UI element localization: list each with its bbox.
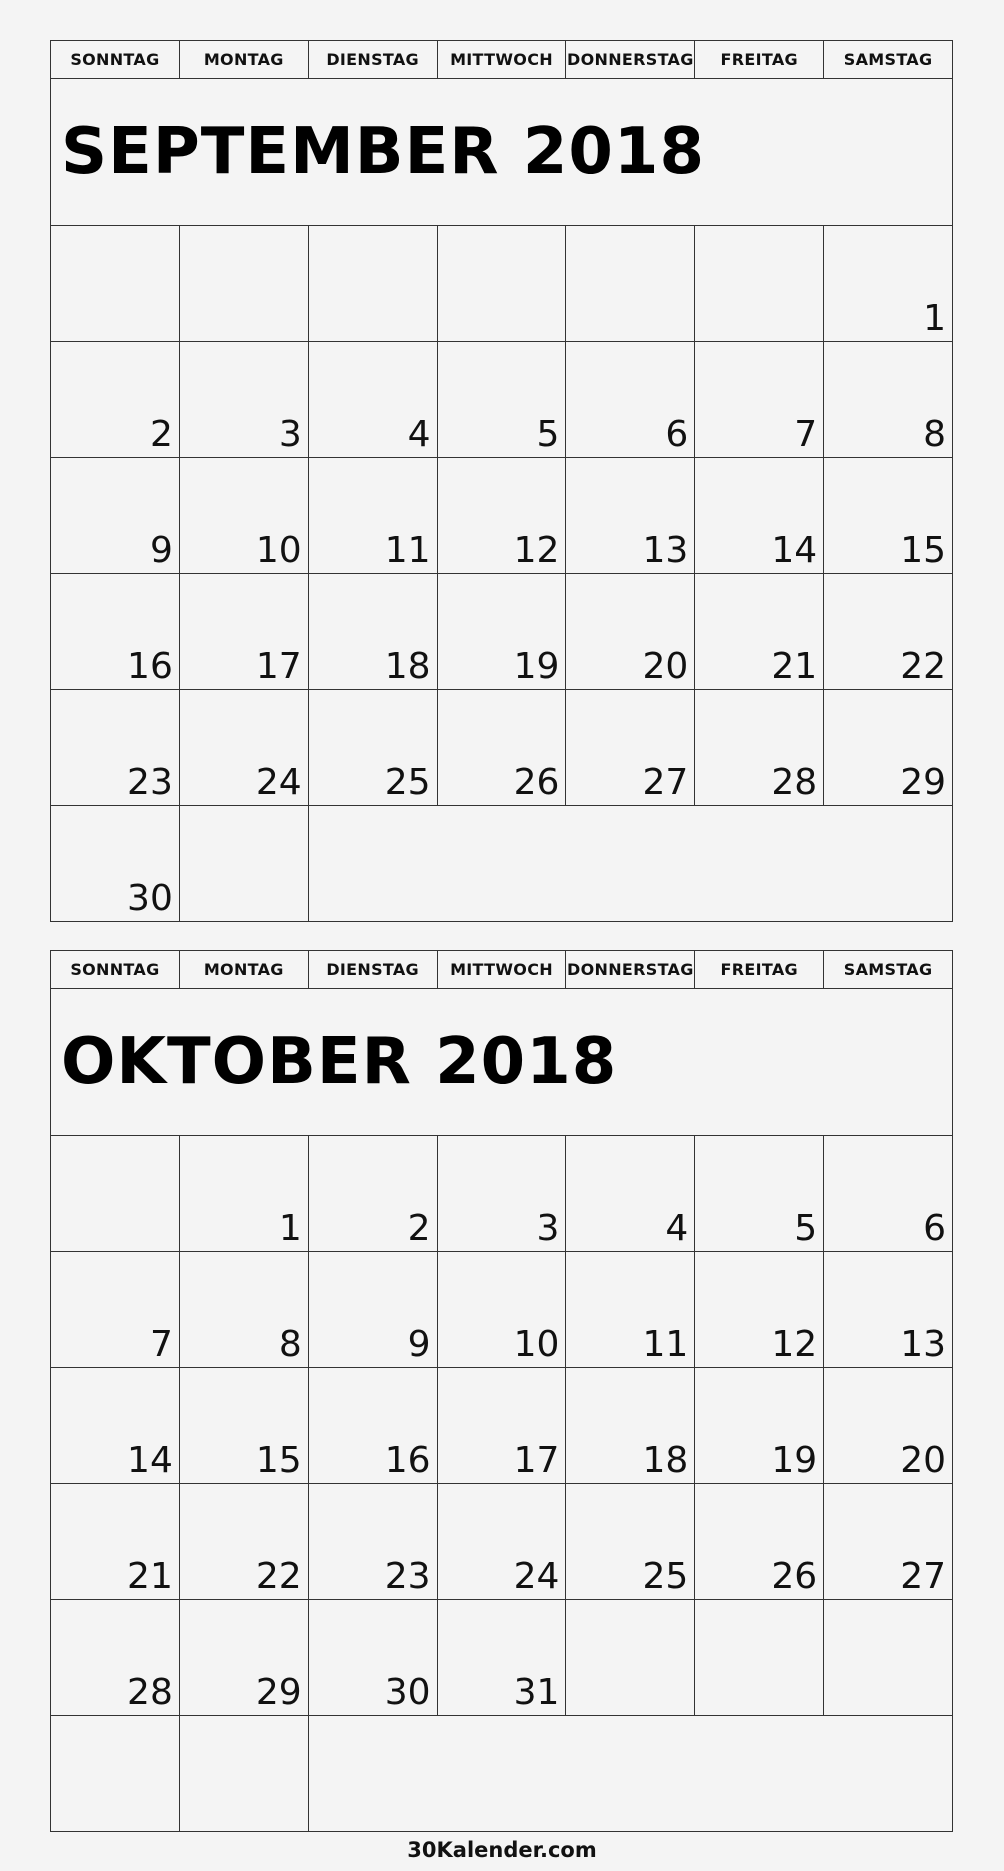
day-cell <box>180 690 309 806</box>
week-row <box>51 226 953 342</box>
day-cell <box>438 574 567 690</box>
week-row <box>51 806 953 922</box>
day-cell <box>51 458 180 574</box>
day-cell <box>438 226 567 342</box>
day-number: 6 <box>923 1208 947 1249</box>
notes-cell <box>309 806 953 922</box>
day-cell <box>438 342 567 458</box>
day-number: 19 <box>513 646 560 687</box>
day-cell <box>824 1368 953 1484</box>
day-number: 2 <box>407 1208 431 1249</box>
day-number: 27 <box>642 762 689 803</box>
day-cell <box>824 458 953 574</box>
day-number: 28 <box>127 1672 173 1713</box>
day-number: 11 <box>642 1324 689 1365</box>
day-number: 16 <box>127 646 173 687</box>
weekday-donnerstag: DONNERSTAG <box>566 951 695 989</box>
day-number: 9 <box>149 530 173 571</box>
day-number: 29 <box>255 1672 302 1713</box>
day-cell <box>824 1484 953 1600</box>
day-cell <box>309 1252 438 1368</box>
weekday-montag: MONTAG <box>180 41 309 79</box>
day-number: 23 <box>127 762 173 803</box>
day-number: 6 <box>665 414 689 455</box>
day-number: 17 <box>513 1440 560 1481</box>
day-number: 11 <box>384 530 431 571</box>
weekday-dienstag: DIENSTAG <box>309 951 438 989</box>
day-cell <box>180 458 309 574</box>
day-cell <box>180 1368 309 1484</box>
day-number: 3 <box>536 1208 560 1249</box>
day-cell <box>51 1484 180 1600</box>
day-cell <box>180 1252 309 1368</box>
day-number: 30 <box>127 878 173 919</box>
day-cell <box>51 574 180 690</box>
week-row <box>51 1368 953 1484</box>
day-number: 12 <box>513 530 560 571</box>
day-number: 7 <box>149 1324 173 1365</box>
day-cell <box>309 226 438 342</box>
day-cell <box>566 1368 695 1484</box>
footer-site-name: 30Kalender.com <box>407 1838 597 1862</box>
day-cell <box>824 574 953 690</box>
notes-cell <box>309 1716 953 1832</box>
day-cell <box>51 342 180 458</box>
day-number: 29 <box>900 762 947 803</box>
day-number: 9 <box>407 1324 431 1365</box>
week-row <box>51 574 953 690</box>
day-cell <box>695 226 824 342</box>
day-cell <box>566 226 695 342</box>
day-number: 22 <box>255 1556 302 1597</box>
day-cell <box>309 1136 438 1252</box>
day-number: 1 <box>923 298 947 339</box>
day-cell <box>824 1600 953 1716</box>
day-cell <box>180 342 309 458</box>
day-cell <box>180 1716 309 1832</box>
day-number: 26 <box>771 1556 818 1597</box>
day-cell <box>566 1252 695 1368</box>
day-number: 17 <box>255 646 302 687</box>
day-cell <box>695 1600 824 1716</box>
day-number: 20 <box>642 646 689 687</box>
week-row <box>51 690 953 806</box>
day-number: 14 <box>771 530 818 571</box>
day-number: 18 <box>642 1440 689 1481</box>
day-number: 7 <box>794 414 818 455</box>
month-title: OKTOBER 2018 <box>61 1025 618 1099</box>
day-cell <box>695 1484 824 1600</box>
day-number: 21 <box>771 646 818 687</box>
day-cell <box>695 574 824 690</box>
day-cell <box>51 1136 180 1252</box>
day-cell <box>51 806 180 922</box>
day-number: 14 <box>127 1440 173 1481</box>
day-cell <box>695 1136 824 1252</box>
day-cell <box>309 574 438 690</box>
calendar-september <box>50 40 953 922</box>
week-row <box>51 1600 953 1716</box>
weekday-mittwoch: MITTWOCH <box>438 41 567 79</box>
week-row <box>51 1136 953 1252</box>
weekday-montag: MONTAG <box>180 951 309 989</box>
day-cell <box>566 1484 695 1600</box>
day-number: 4 <box>407 414 431 455</box>
day-number: 13 <box>900 1324 947 1365</box>
day-number: 30 <box>384 1672 431 1713</box>
day-cell <box>309 1600 438 1716</box>
day-cell <box>180 1136 309 1252</box>
week-row <box>51 1716 953 1832</box>
day-cell <box>180 1484 309 1600</box>
day-cell <box>438 458 567 574</box>
day-cell <box>695 342 824 458</box>
weekday-header-row <box>51 41 953 79</box>
day-number: 28 <box>771 762 818 803</box>
day-cell <box>51 1252 180 1368</box>
month-title-row <box>51 989 953 1136</box>
day-cell <box>438 1252 567 1368</box>
day-cell <box>438 1368 567 1484</box>
day-cell <box>566 690 695 806</box>
day-cell <box>824 1252 953 1368</box>
day-cell <box>309 342 438 458</box>
day-number: 13 <box>642 530 689 571</box>
day-number: 5 <box>794 1208 818 1249</box>
weekday-dienstag: DIENSTAG <box>309 41 438 79</box>
day-number: 8 <box>278 1324 302 1365</box>
day-cell <box>566 458 695 574</box>
day-cell <box>566 342 695 458</box>
day-number: 2 <box>149 414 173 455</box>
day-cell <box>309 1368 438 1484</box>
day-cell <box>824 226 953 342</box>
day-number: 22 <box>900 646 947 687</box>
week-row <box>51 1484 953 1600</box>
day-cell <box>566 1136 695 1252</box>
day-number: 16 <box>384 1440 431 1481</box>
calendar-oktober <box>50 950 953 1832</box>
day-cell <box>824 1136 953 1252</box>
day-cell <box>51 1368 180 1484</box>
day-cell <box>438 690 567 806</box>
day-cell <box>180 1600 309 1716</box>
day-cell <box>51 690 180 806</box>
day-number: 10 <box>513 1324 560 1365</box>
day-cell <box>309 690 438 806</box>
month-title: SEPTEMBER 2018 <box>61 115 705 189</box>
day-cell <box>309 1484 438 1600</box>
day-number: 25 <box>384 762 431 803</box>
day-number: 15 <box>255 1440 302 1481</box>
weekday-samstag: SAMSTAG <box>824 41 953 79</box>
weekday-sonntag: SONNTAG <box>51 41 180 79</box>
day-number: 3 <box>278 414 302 455</box>
day-number: 1 <box>278 1208 302 1249</box>
day-number: 18 <box>384 646 431 687</box>
week-row <box>51 342 953 458</box>
day-cell <box>180 806 309 922</box>
day-number: 20 <box>900 1440 947 1481</box>
weekday-header-row <box>51 951 953 989</box>
weekday-donnerstag: DONNERSTAG <box>566 41 695 79</box>
day-cell <box>695 1252 824 1368</box>
day-number: 21 <box>127 1556 173 1597</box>
day-cell <box>438 1484 567 1600</box>
day-number: 19 <box>771 1440 818 1481</box>
day-cell <box>824 690 953 806</box>
day-number: 5 <box>536 414 560 455</box>
day-number: 4 <box>665 1208 689 1249</box>
day-cell <box>180 574 309 690</box>
day-cell <box>51 1716 180 1832</box>
day-cell <box>438 1600 567 1716</box>
day-number: 25 <box>642 1556 689 1597</box>
day-number: 26 <box>513 762 560 803</box>
day-number: 24 <box>255 762 302 803</box>
day-cell <box>695 690 824 806</box>
day-number: 27 <box>900 1556 947 1597</box>
weekday-freitag: FREITAG <box>695 951 824 989</box>
weekday-freitag: FREITAG <box>695 41 824 79</box>
day-cell <box>438 1136 567 1252</box>
day-number: 10 <box>255 530 302 571</box>
weekday-mittwoch: MITTWOCH <box>438 951 567 989</box>
day-number: 24 <box>513 1556 560 1597</box>
day-cell <box>695 1368 824 1484</box>
day-number: 31 <box>513 1672 560 1713</box>
day-number: 15 <box>900 530 947 571</box>
day-cell <box>566 1600 695 1716</box>
day-cell <box>180 226 309 342</box>
day-cell <box>51 226 180 342</box>
day-cell <box>824 342 953 458</box>
day-number: 8 <box>923 414 947 455</box>
day-number: 12 <box>771 1324 818 1365</box>
day-number: 23 <box>384 1556 431 1597</box>
weekday-samstag: SAMSTAG <box>824 951 953 989</box>
day-cell <box>695 458 824 574</box>
week-row <box>51 1252 953 1368</box>
weekday-sonntag: SONNTAG <box>51 951 180 989</box>
day-cell <box>51 1600 180 1716</box>
week-row <box>51 458 953 574</box>
day-cell <box>566 574 695 690</box>
day-cell <box>309 458 438 574</box>
month-title-row <box>51 79 953 226</box>
